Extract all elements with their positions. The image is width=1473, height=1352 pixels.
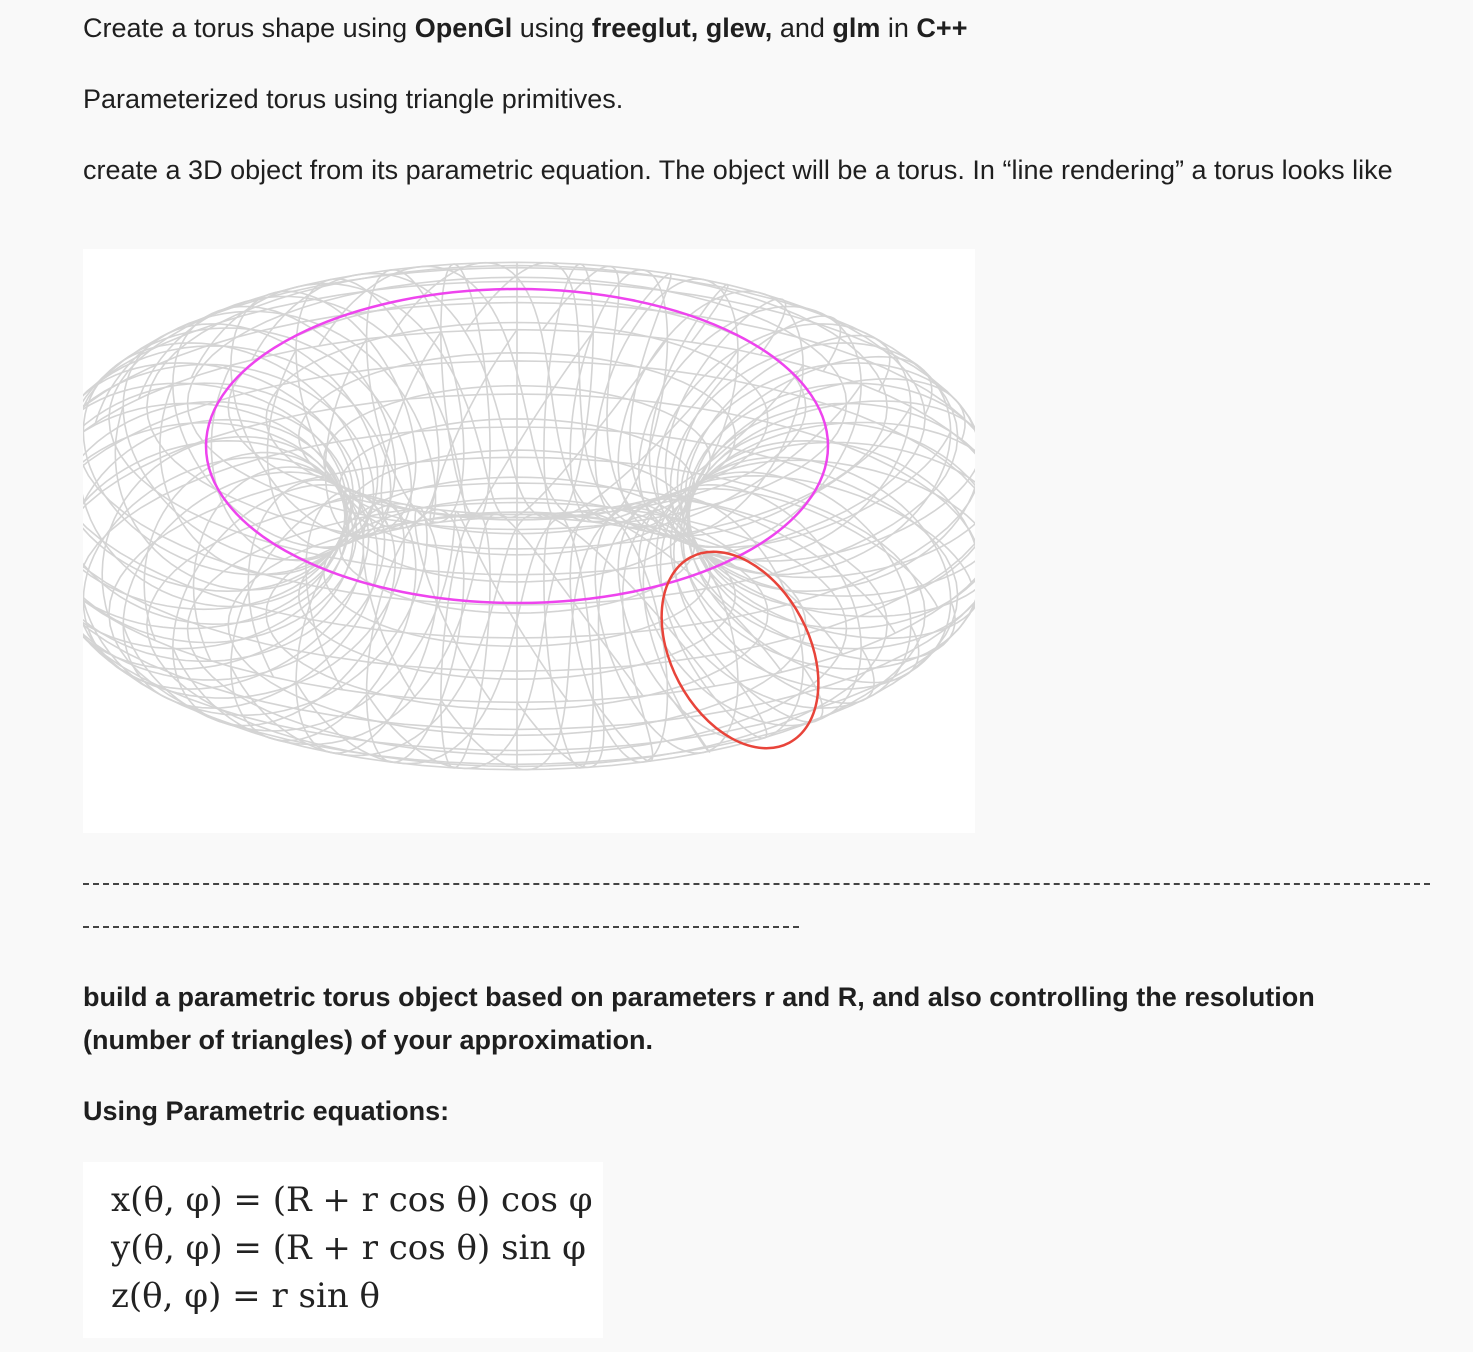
equation-z: z(θ, φ) = r sin θ [111,1276,380,1316]
intro-text-2: using [512,13,592,43]
intro-text-3: and [772,13,833,43]
task-paragraph: build a parametric torus object based on parameters r and R, and also controlling the resolution (number of triangles) of your approximation. [83,982,1315,1055]
torus-mesh-line-41 [83,361,975,730]
equations-heading: Using Parametric equations: [83,1096,450,1126]
torus-wireframe-figure [83,249,975,833]
equation-y: y(θ, φ) = (R + r cos θ) sin φ [111,1228,586,1268]
intro-text-4: in [880,13,917,43]
intro-paragraph [83,7,967,50]
torus-mesh-line-62 [83,282,975,638]
torus-mesh-line-1 [687,383,975,609]
dashed-divider-1 [83,883,1430,885]
dashed-divider-2 [83,926,799,928]
intro-bold-libraries: freeglut, glew, [591,13,773,43]
equations-box [83,1162,603,1338]
equation-x: x(θ, φ) = (R + r cos θ) cos φ [111,1180,593,1220]
intro-bold-glm: glm [832,13,881,43]
intro-bold-cpp: C++ [916,13,968,43]
intro-bold-opengl: OpenGl [414,13,513,43]
torus-mesh [83,262,975,769]
torus-mesh-line-6 [618,291,803,536]
torus-wireframe-svg [83,249,975,833]
description-paragraph: create a 3D object from its parametric equation. The object will be a torus. In “line rendering” a torus looks like [83,155,1393,185]
intro-text-1: Create a torus shape using [83,13,415,43]
subtitle-paragraph: Parameterized torus using triangle primitives. [83,84,624,114]
